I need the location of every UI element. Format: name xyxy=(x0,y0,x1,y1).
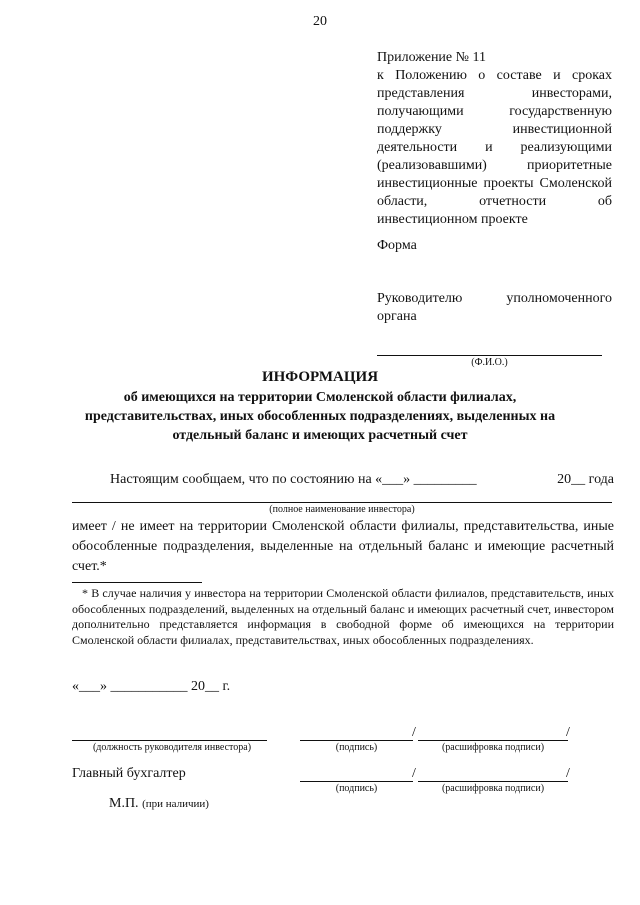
decode-line-2 xyxy=(418,781,568,782)
investor-line xyxy=(72,502,612,503)
stamp-label: М.П. xyxy=(109,796,139,811)
form-label: Форма xyxy=(377,238,417,253)
position-line xyxy=(72,740,267,741)
statement-line xyxy=(72,472,614,488)
footnote-text: В случае наличия у инвестора на территории Смоленской области филиалов, представительств, иных обособленных подразделений, выделенных на отдельный баланс и имеющих расчетный счет, инвестором дополнительно представляется информация в свободной форме об имеющихся на территории Смоленской области филиалах, представительствах, иных обособленных подразделениях. xyxy=(72,586,614,647)
chief-accountant-label: Главный бухгалтер xyxy=(72,766,186,781)
signature-line-2 xyxy=(300,781,413,782)
date-line: «___» ___________ 20__ г. xyxy=(72,679,231,694)
slash-1: / xyxy=(412,725,416,740)
position-caption: (должность руководителя инвестора) xyxy=(92,742,252,753)
decode-line-1 xyxy=(418,740,568,741)
slash-2b: / xyxy=(566,766,570,781)
stamp-note: (при наличии) xyxy=(142,798,209,810)
signature-caption-1: (подпись) xyxy=(335,742,378,753)
footnote xyxy=(72,586,614,648)
decode-caption-2: (расшифровка подписи) xyxy=(441,783,545,794)
slash-2: / xyxy=(412,766,416,781)
signature-caption-2: (подпись) xyxy=(335,783,378,794)
appendix-body: к Положению о составе и сроках представления инвесторами, получающими государственную поддержку инвестиционной деятельности и реализующими (реализовавшими) приоритетные инвестиционные проекты Смоленской области, отчетности об инвестиционном проекте xyxy=(377,68,612,227)
statement-right: 20__ года xyxy=(557,472,614,487)
footnote-mark: * xyxy=(82,586,88,600)
fio-caption: (Ф.И.О.) xyxy=(471,357,508,368)
stamp-place xyxy=(109,796,209,812)
appendix-block xyxy=(377,49,612,229)
document-title: ИНФОРМАЦИЯ xyxy=(261,369,379,385)
fio-line xyxy=(377,355,602,356)
investor-caption: (полное наименование инвестора) xyxy=(269,504,415,515)
decode-caption-1: (расшифровка подписи) xyxy=(441,742,545,753)
signature-line-1 xyxy=(300,740,413,741)
recipient: Руководителю уполномоченного органа xyxy=(377,291,612,324)
page-number: 20 xyxy=(313,14,327,29)
document-subtitle: об имеющихся на территории Смоленской области филиалах, представительствах, иных обособленных подразделениях, выделенных на отдельный баланс и имеющих расчетный счет xyxy=(84,390,556,443)
has-branches-text: имеет / не имеет на территории Смоленской области филиалы, представительства, иные обособленные подразделения, выделенные на отдельный баланс и имеющие расчетный счет.* xyxy=(72,519,614,574)
appendix-title: Приложение № 11 xyxy=(377,50,486,65)
statement-left: Настоящим сообщаем, что по состоянию на «___» _________ xyxy=(110,472,477,487)
footnote-separator xyxy=(72,582,202,583)
slash-1b: / xyxy=(566,725,570,740)
